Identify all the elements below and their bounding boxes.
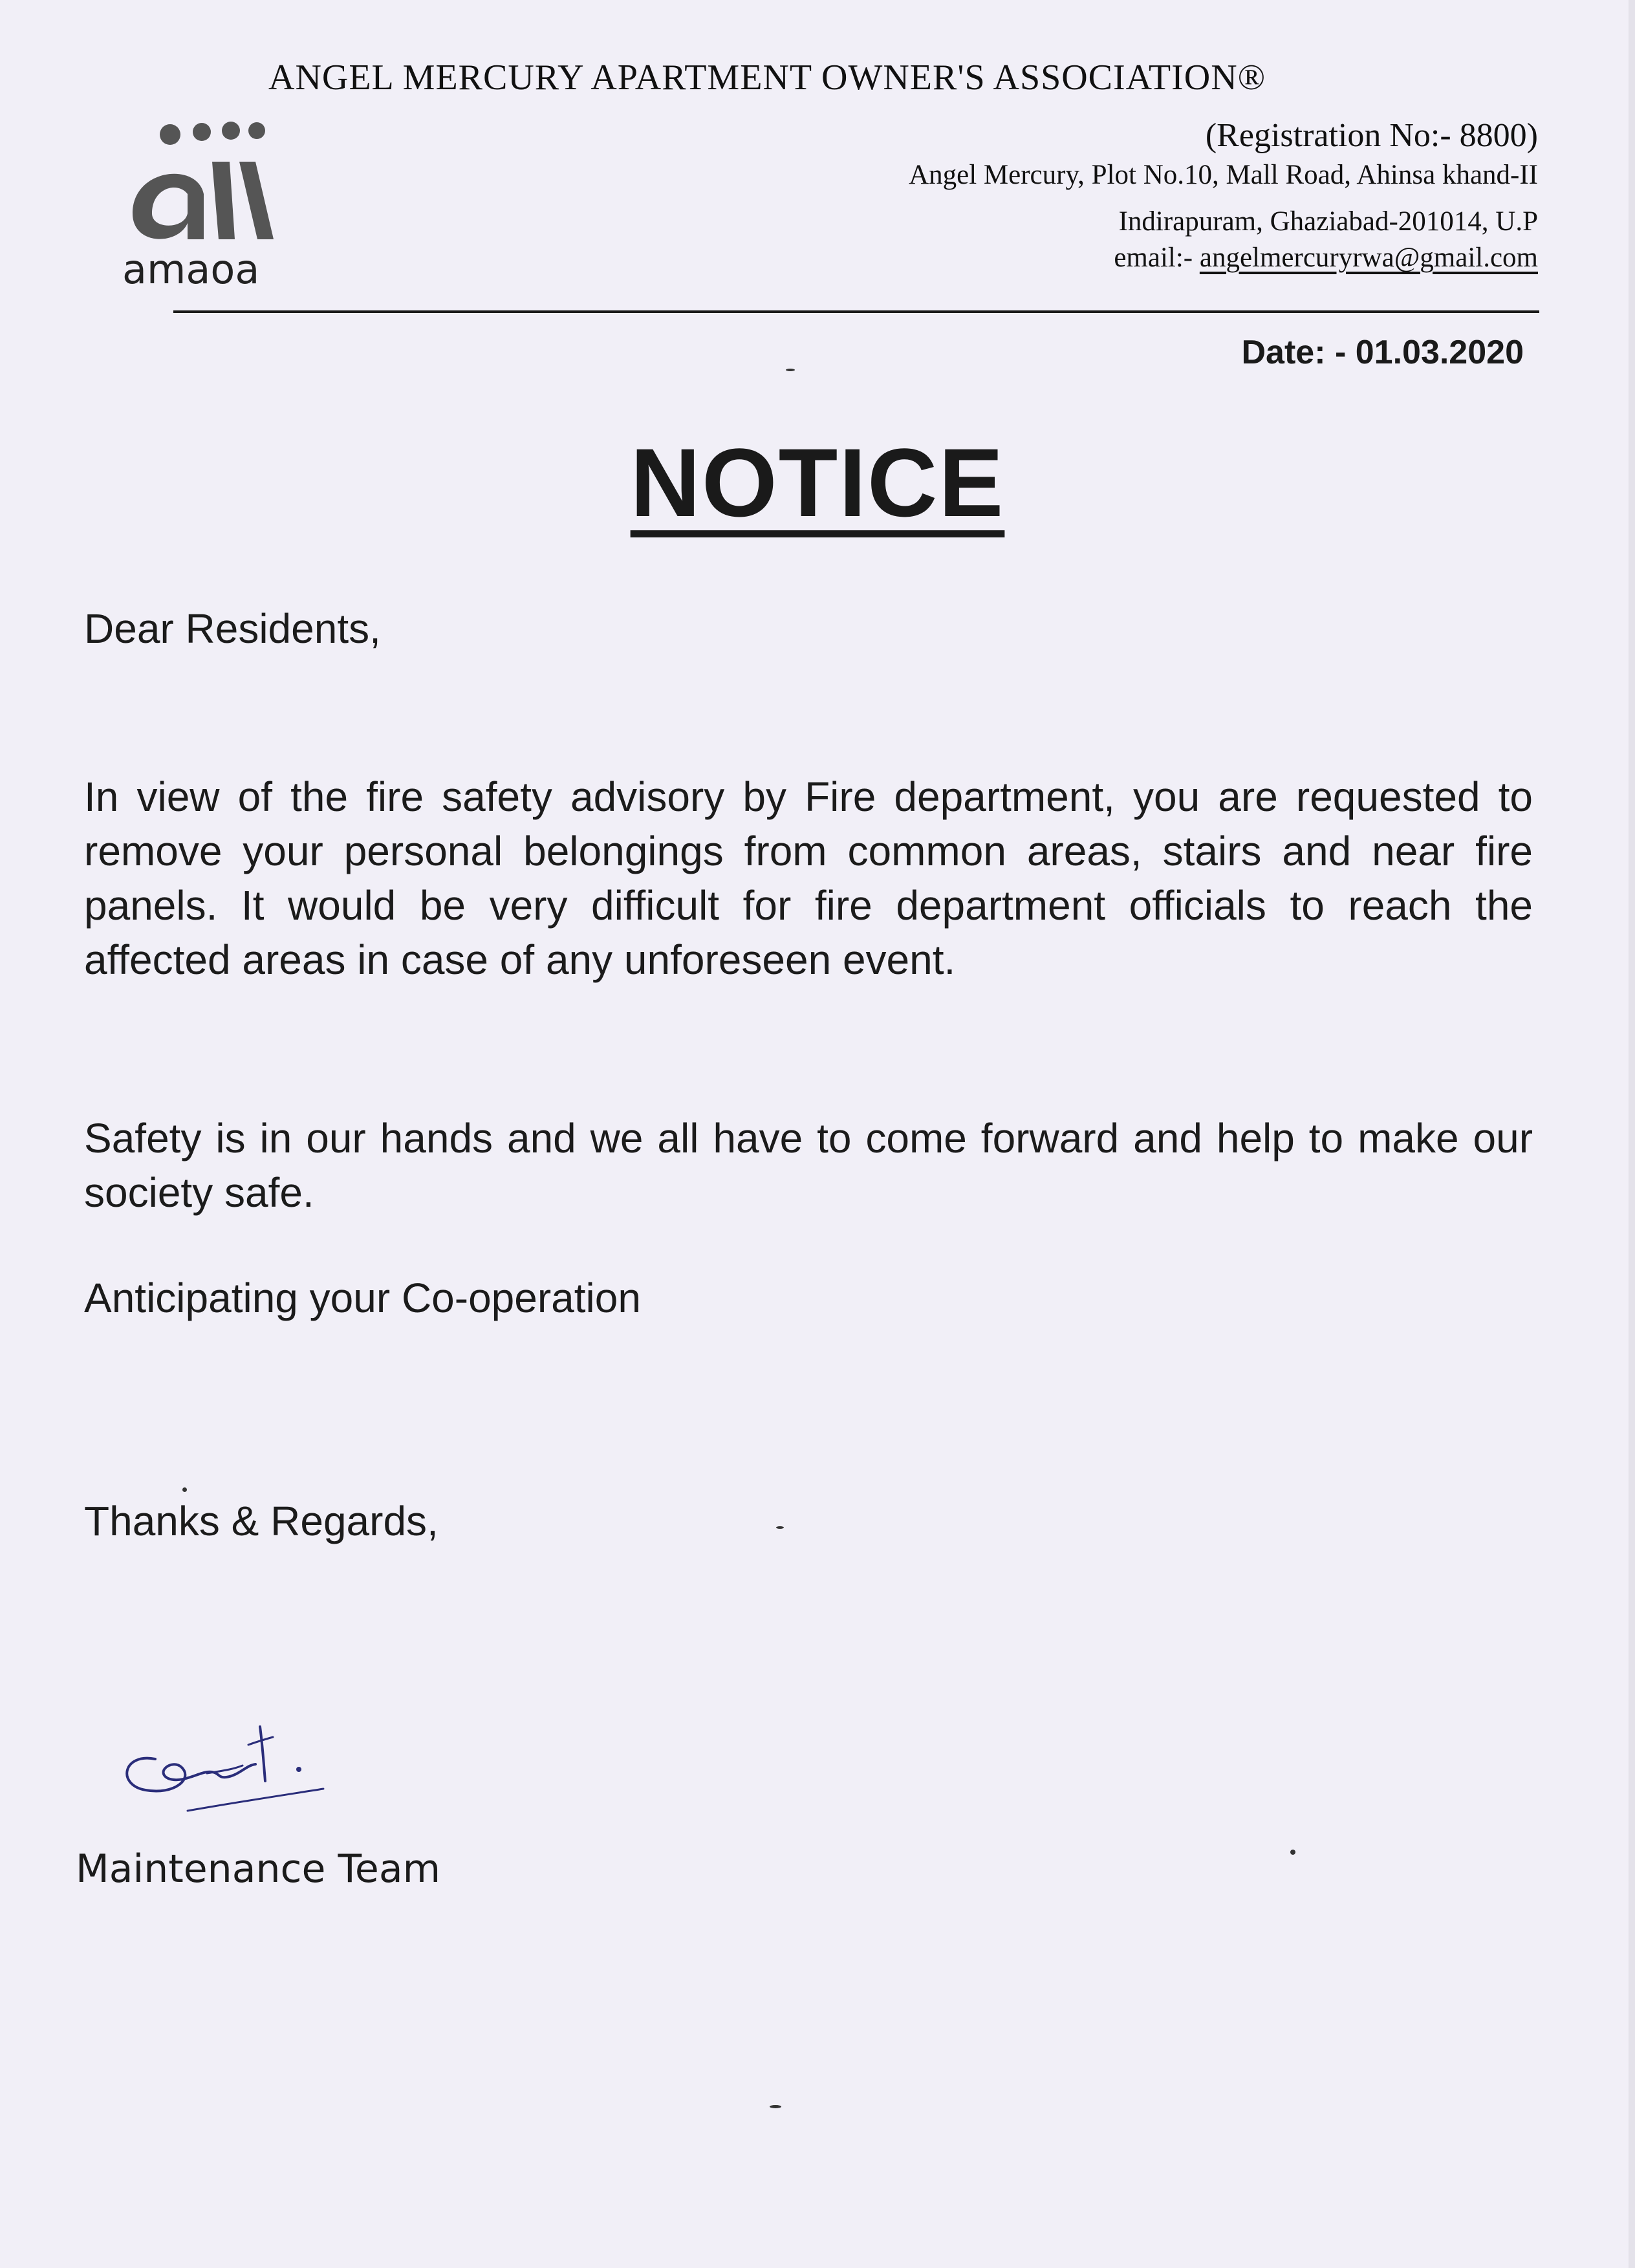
organization-name: ANGEL MERCURY APARTMENT OWNER'S ASSOCIATION® <box>268 58 1266 98</box>
logo-text: amaoa <box>122 246 260 291</box>
address-line-2: Indirapuram, Ghaziabad-201014, U.P <box>1118 206 1538 237</box>
email-label: email:- <box>1114 243 1200 273</box>
page-edge <box>1629 0 1635 2268</box>
notice-title <box>0 427 1635 539</box>
registration-number: (Registration No:- 8800) <box>1205 117 1538 154</box>
aii-logo-icon <box>120 116 301 291</box>
scan-speck <box>770 2105 781 2108</box>
header-divider <box>173 310 1539 313</box>
address-line-1: Angel Mercury, Plot No.10, Mall Road, Ahinsa khand-II <box>909 160 1538 190</box>
closing-line: Anticipating your Co-operation <box>84 1275 641 1321</box>
regards-line: Thanks & Regards, <box>84 1498 439 1544</box>
scan-speck <box>182 1487 187 1492</box>
scan-speck <box>776 1526 784 1529</box>
email-link[interactable]: angelmercuryrwa@gmail.com <box>1199 243 1538 273</box>
scan-speck <box>786 369 795 371</box>
salutation: Dear Residents, <box>84 605 381 652</box>
handwritten-signature <box>110 1714 330 1824</box>
signatory-name: Maintenance Team <box>76 1846 441 1892</box>
email-line <box>1114 242 1538 274</box>
body-paragraph-1: In view of the fire safety advisory by Fire department, you are requested to remove your personal belongings from common areas, stairs and near fire panels. It would be very difficult for fire department officials to reach the affected areas in case of any unforeseen event. <box>84 773 1533 983</box>
organization-logo <box>120 116 301 291</box>
body-paragraph-2: Safety is in our hands and we all have to come forward and help to make our society safe. <box>84 1115 1533 1216</box>
notice-title-text: NOTICE <box>630 428 1005 537</box>
scan-speck <box>1290 1850 1295 1855</box>
notice-date: Date: - 01.03.2020 <box>1241 334 1524 371</box>
